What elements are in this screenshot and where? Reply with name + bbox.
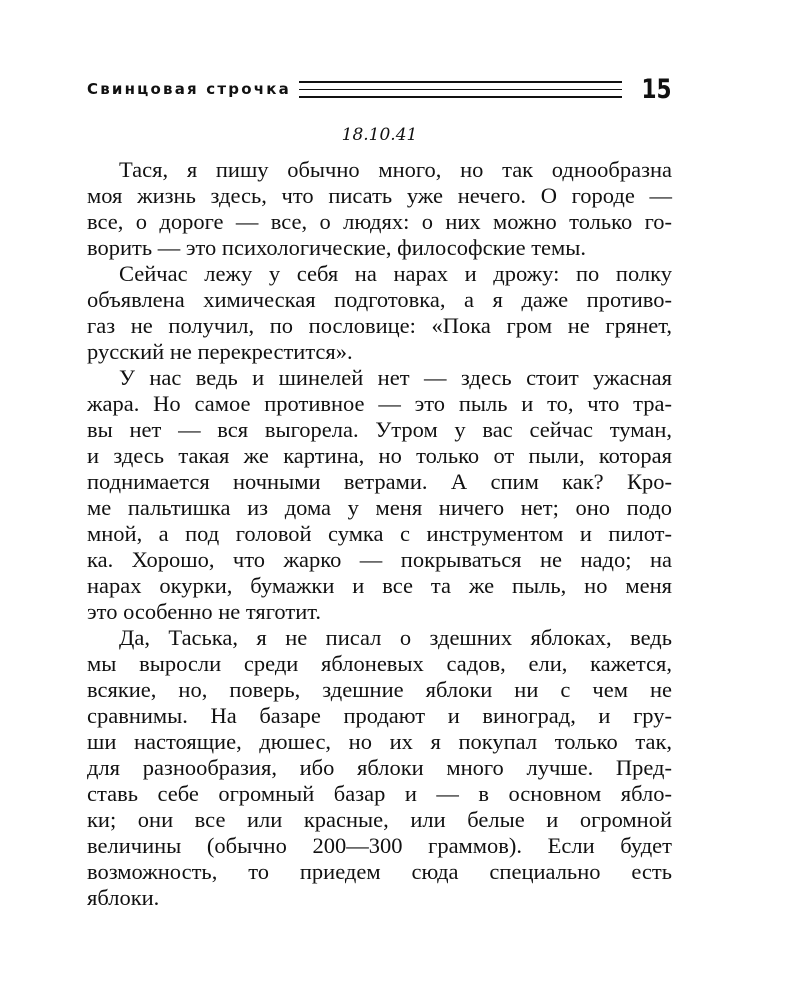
- text-line: Тася, я пишу обычно много, но так однообразна: [119, 157, 672, 182]
- text-line: ворить — это психологические, философские темы.: [87, 235, 586, 260]
- text-line: объявлена химическая подготовка, а я даже противо-: [87, 287, 672, 312]
- text-line: ме пальтишка из дома у меня ничего нет; оно подо: [87, 495, 672, 520]
- page-header: [87, 72, 672, 108]
- text-line: все, о дороге — все, о людях: о них можно только го-: [87, 209, 672, 234]
- page-number: 15: [641, 74, 672, 105]
- text-line: мы выросли среди яблоневых садов, ели, кажется,: [87, 651, 672, 676]
- text-line: возможность, то приедем сюда специально есть: [87, 859, 672, 884]
- text-line: это особенно не тяготит.: [87, 599, 322, 624]
- text-line: ставь себе огромный базар и — в основном ябло-: [87, 781, 672, 806]
- letter-date: 18.10.41: [341, 125, 418, 145]
- text-line: сравнимы. На базаре продают и виноград, и гру-: [87, 703, 672, 728]
- text-line: Сейчас лежу у себя на нарах и дрожу: по полку: [119, 261, 672, 286]
- text-line: и здесь такая же картина, но только от пыли, которая: [87, 443, 672, 468]
- text-line: для разнообразия, ибо яблоки много лучше. Пред-: [87, 755, 672, 780]
- text-line: мной, а под головой сумка с инструментом и пилот-: [87, 521, 672, 546]
- text-line: Да, Таська, я не писал о здешних яблоках, ведь: [119, 625, 672, 650]
- text-line: жара. Но самое противное — это пыль и то, что тра-: [87, 391, 672, 416]
- text-line: русский не перекрестится».: [87, 339, 353, 364]
- text-line: яблоки.: [87, 885, 160, 910]
- text-line: вы нет — вся выгорела. Утром у вас сейчас туман,: [87, 417, 672, 442]
- text-line: ка. Хорошо, что жарко — покрываться не надо; на: [87, 547, 672, 572]
- text-line: величины (обычно 200—300 граммов). Если будет: [87, 833, 672, 858]
- text-line: газ не получил, по пословице: «Пока гром не грянет,: [87, 313, 672, 338]
- body-text: [87, 157, 672, 911]
- text-line: ки; они все или красные, или белые и огромной: [87, 807, 672, 832]
- text-line: ши настоящие, дюшес, но их я покупал только так,: [87, 729, 672, 754]
- text-line: У нас ведь и шинелей нет — здесь стоит ужасная: [119, 365, 672, 390]
- text-line: всякие, но, поверь, здешние яблоки ни с чем не: [87, 677, 672, 702]
- text-line: моя жизнь здесь, что писать уже нечего. О городе —: [87, 183, 672, 208]
- running-title: Свинцовая строчка: [87, 80, 299, 98]
- text-line: поднимается ночными ветрами. А спим как? Кро-: [87, 469, 672, 494]
- text-line: нарах окурки, бумажки и все та же пыль, но меня: [87, 573, 672, 598]
